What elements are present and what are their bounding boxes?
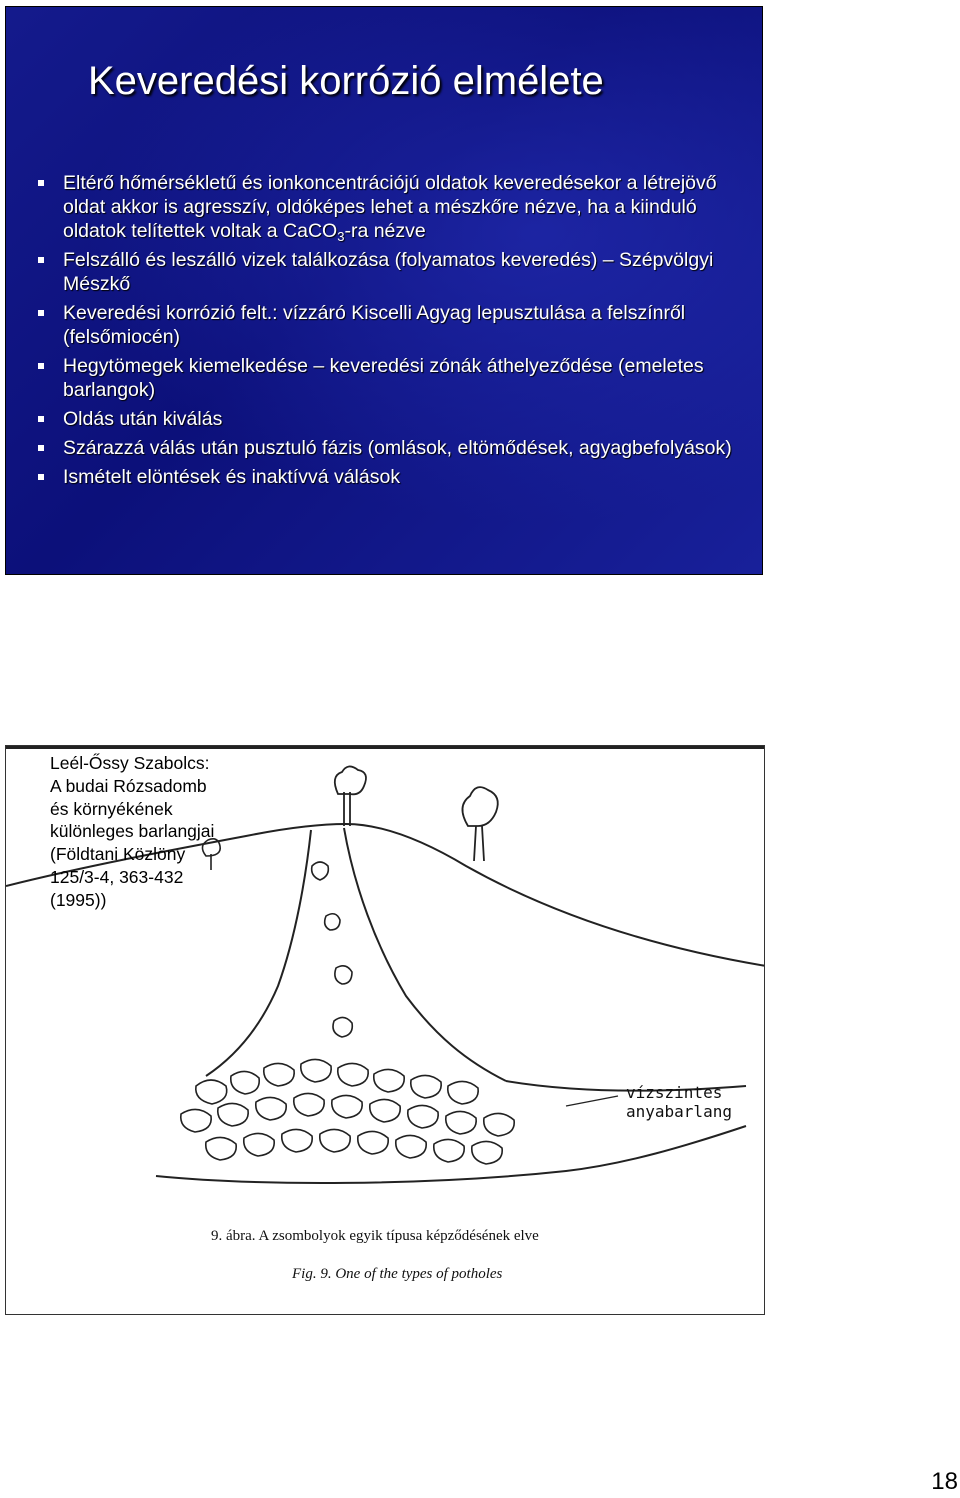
square-bullet-icon (38, 474, 44, 480)
bullet-item: Ismételt elöntések és inaktívvá válások (36, 465, 736, 489)
figure-caption-english: Fig. 9. One of the types of potholes (292, 1266, 503, 1282)
source-citation: Leél-Őssy Szabolcs: A budai Rózsadomb és környékének különleges barlangjai (Földtani Közlöny 125/3-4, 363-432 (1995)) (50, 753, 215, 910)
square-bullet-icon (38, 363, 44, 369)
page-number: 18 (931, 1468, 958, 1495)
square-bullet-icon (38, 180, 44, 186)
diagram-label-horizontal-cave: vízszintes anyabarlang (626, 1083, 732, 1121)
bullet-item: Hegytömegek kiemelkedése – keveredési zónák áthelyeződése (emeletes barlangok) (36, 354, 736, 402)
bullet-item: Eltérő hőmérsékletű és ionkoncentrációjú oldatok keveredésekor a létrejövő oldat akkor is agresszív, oldóképes lehet a mészkőre nézve, ha a kiinduló oldatok telítettek voltak a CaCO$_3$-ra nézve (36, 171, 736, 243)
rubble-pile (181, 1059, 514, 1164)
shaft-right-wall (344, 828, 506, 1081)
square-bullet-icon (38, 445, 44, 451)
debris-block (325, 914, 340, 930)
debris-block (335, 966, 352, 984)
tree-icon (335, 766, 366, 826)
bullet-list (36, 171, 736, 494)
slide-title: Keveredési korrózió elmélete (88, 59, 604, 103)
bullet-item: Keveredési korrózió felt.: vízzáró Kiscelli Agyag lepusztulása a felszínről (felsőmiocén) (36, 301, 736, 349)
tree-icon (462, 787, 497, 861)
bullet-item: Oldás után kiválás (36, 407, 736, 431)
bullet-item: Szárazzá válás után pusztuló fázis (omlások, eltömődések, agyagbefolyások) (36, 436, 736, 460)
slide-1 (5, 6, 763, 575)
slide-2 (5, 745, 765, 1315)
figure-caption-hungarian: 9. ábra. A zsombolyok egyik típusa képződésének elve (211, 1228, 539, 1244)
debris-block (312, 862, 329, 880)
bullet-item: Felszálló és leszálló vizek találkozása (folyamatos keveredés) – Szépvölgyi Mészkő (36, 248, 736, 296)
pointer-arrow-icon (566, 1096, 618, 1106)
cave-floor-line (156, 1126, 746, 1183)
debris-block (333, 1017, 352, 1037)
square-bullet-icon (38, 310, 44, 316)
square-bullet-icon (38, 416, 44, 422)
square-bullet-icon (38, 257, 44, 263)
